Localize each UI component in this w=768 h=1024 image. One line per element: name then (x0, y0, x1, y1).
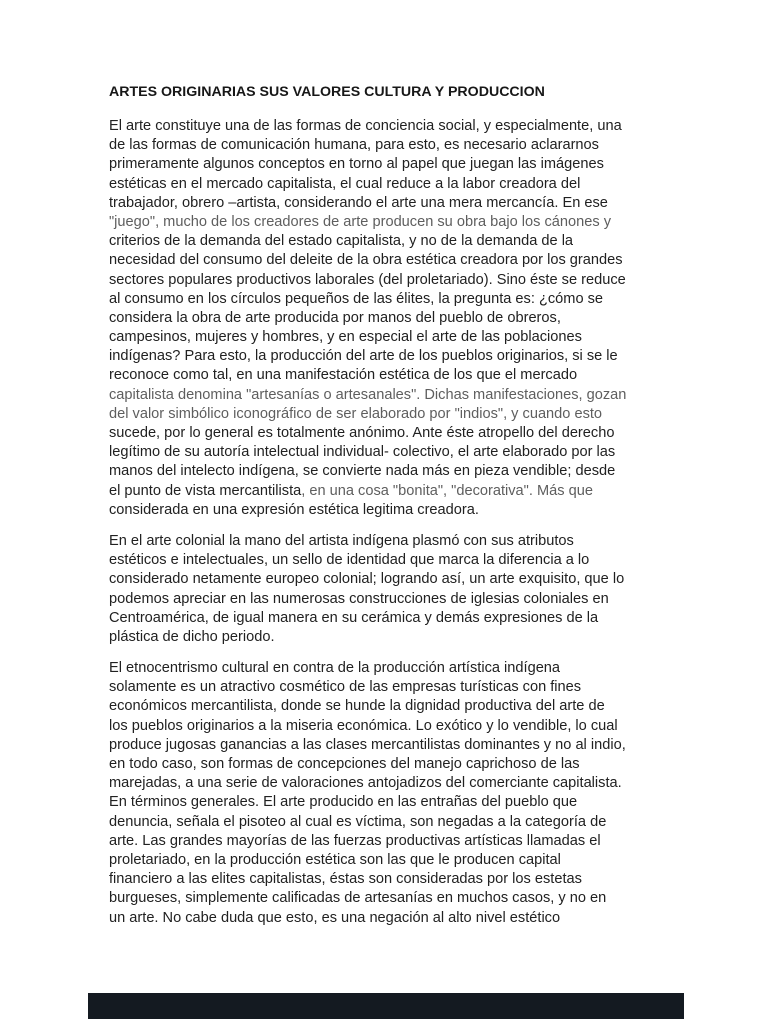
text-run: del valor simbólico iconográfico de ser elaborado por "indios", y cuando esto (109, 405, 603, 422)
page-gap-bar (88, 993, 684, 1019)
text-run: legítimo de su autoría intelectual individual- colectivo, el arte elaborado por las (109, 444, 616, 461)
text-run: criterios de la demanda del estado capitalista, y no de la demanda de la (109, 233, 574, 250)
paragraph (109, 117, 699, 520)
text-run: podemos apreciar en las numerosas construcciones de iglesias coloniales en (109, 590, 609, 607)
text-run: económicos mercantilista, donde se hunde la dignidad productiva del arte de (109, 698, 605, 715)
text-run: de las formas de comunicación humana, para esto, es necesario aclararnos (109, 137, 599, 154)
text-line (109, 628, 699, 647)
text-line (109, 462, 699, 481)
text-run: al consumo en los círculos pequeños de las élites, la pregunta es: ¿cómo se (109, 290, 604, 307)
text-line (109, 366, 699, 385)
paragraph (109, 659, 699, 928)
text-line (109, 386, 699, 405)
text-line (109, 290, 699, 309)
text-run: estéticas en el mercado capitalista, el cual reduce a la labor creadora del (109, 175, 581, 192)
text-line (109, 909, 699, 928)
text-run: marejadas, a una serie de valoraciones antojadizos del comerciante capitalista. (109, 775, 622, 792)
text-line (109, 328, 699, 347)
text-line (109, 659, 699, 678)
text-line (109, 590, 699, 609)
text-line (109, 870, 699, 889)
text-line (109, 551, 699, 570)
text-line (109, 774, 699, 793)
text-run: necesidad del consumo del deleite de la obra estética creadora por los grandes (109, 252, 623, 269)
text-run: capitalista denomina "artesanías o artesanales". Dichas manifestaciones, gozan (109, 386, 627, 403)
text-run: proletariado, en la producción estética son las que le producen capital (109, 851, 561, 868)
document-paragraphs (109, 117, 699, 928)
text-line (109, 213, 699, 232)
text-line (109, 194, 699, 213)
text-line (109, 424, 699, 443)
paragraph (109, 532, 699, 647)
text-run: primeramente algunos conceptos en torno al papel que juegan las imágenes (109, 156, 604, 173)
text-line (109, 697, 699, 716)
text-run: En términos generales. El arte producido en las entrañas del pueblo que (109, 794, 578, 811)
text-run: , en una cosa "bonita", "decorativa". Más que (301, 482, 593, 499)
text-line (109, 609, 699, 628)
text-run: En el arte colonial la mano del artista indígena plasmó con sus atributos (109, 532, 574, 549)
text-line (109, 405, 699, 424)
text-run: financiero a las elites capitalistas, éstas son consideradas por los estetas (109, 871, 582, 888)
text-run: El etnocentrismo cultural en contra de la producción artística indígena (109, 660, 561, 677)
text-line (109, 443, 699, 462)
text-run: "juego", mucho de los creadores de arte producen su obra bajo los cánones y (109, 213, 611, 230)
document-content (109, 83, 699, 940)
text-line (109, 736, 699, 755)
text-run: arte. Las grandes mayorías de las fuerzas productivas artísticas llamadas el (109, 832, 601, 849)
text-line (109, 851, 699, 870)
text-run: solamente es un atractivo cosmético de las empresas turísticas con fines (109, 679, 582, 696)
text-run: considerada en una expresión estética legitima creadora. (109, 501, 479, 518)
text-line (109, 251, 699, 270)
text-run: manos del intelecto indígena, se convierte nada más en pieza vendible; desde (109, 463, 616, 480)
text-line (109, 175, 699, 194)
text-run: estéticos e intelectuales, un sello de identidad que marca la diferencia a lo (109, 552, 590, 569)
text-run: considerado netamente europeo colonial; logrando así, un arte exquisito, que lo (109, 571, 625, 588)
text-line (109, 832, 699, 851)
text-line (109, 755, 699, 774)
text-line (109, 271, 699, 290)
text-run: plástica de dicho periodo. (109, 628, 275, 645)
text-run: campesinos, mujeres y hombres, y en especial el arte de las poblaciones (109, 329, 582, 346)
text-line (109, 813, 699, 832)
text-run: indígenas? Para esto, la producción del arte de los pueblos originarios, si se le (109, 348, 618, 365)
text-run: considera la obra de arte producida por manos del pueblo de obreros, (109, 309, 561, 326)
text-line (109, 117, 699, 136)
text-run: Centroamérica, de igual manera en su cerámica y demás expresiones de la (109, 609, 599, 626)
text-run: el punto de vista mercantilista (109, 482, 302, 499)
text-run: reconoce como tal, en una manifestación estética de los que el mercado (109, 367, 578, 384)
text-line (109, 793, 699, 812)
text-line (109, 717, 699, 736)
text-run: en todo caso, son formas de concepciones del manejo caprichoso de las (109, 756, 580, 772)
text-line (109, 889, 699, 908)
text-run: sectores populares productivos laborales (del proletariado). Sino éste se reduce (109, 271, 626, 288)
text-run: denuncia, señala el pisoteo al cual es víctima, son negadas a la categoría de (109, 813, 607, 830)
text-run: El arte constituye una de las formas de conciencia social, y especialmente, una (109, 118, 622, 134)
text-line (109, 136, 699, 155)
text-run: trabajador, obrero –artista, considerando el arte una mera mercancía. En ese (109, 194, 608, 211)
text-line (109, 532, 699, 551)
document-title: ARTES ORIGINARIAS SUS VALORES CULTURA Y PRODUCCION (109, 84, 545, 100)
text-line (109, 678, 699, 697)
text-line (109, 570, 699, 589)
text-line (109, 501, 699, 520)
text-line (109, 309, 699, 328)
text-run: sucede, por lo general es totalmente anónimo. Ante éste atropello del derecho (109, 425, 615, 441)
text-line (109, 155, 699, 174)
text-run: un arte. No cabe duda que esto, es una negación al alto nivel estético (109, 909, 561, 926)
text-line (109, 347, 699, 366)
text-line (109, 232, 699, 251)
text-run: los pueblos originarios a la miseria económica. Lo exótico y lo vendible, lo cual (109, 717, 618, 734)
text-run: burgueses, simplemente calificadas de artesanías en muchos casos, y no en (109, 890, 607, 907)
text-run: produce jugosas ganancias a las clases mercantilistas dominantes y no al indio, (109, 736, 626, 753)
text-line (109, 482, 699, 501)
